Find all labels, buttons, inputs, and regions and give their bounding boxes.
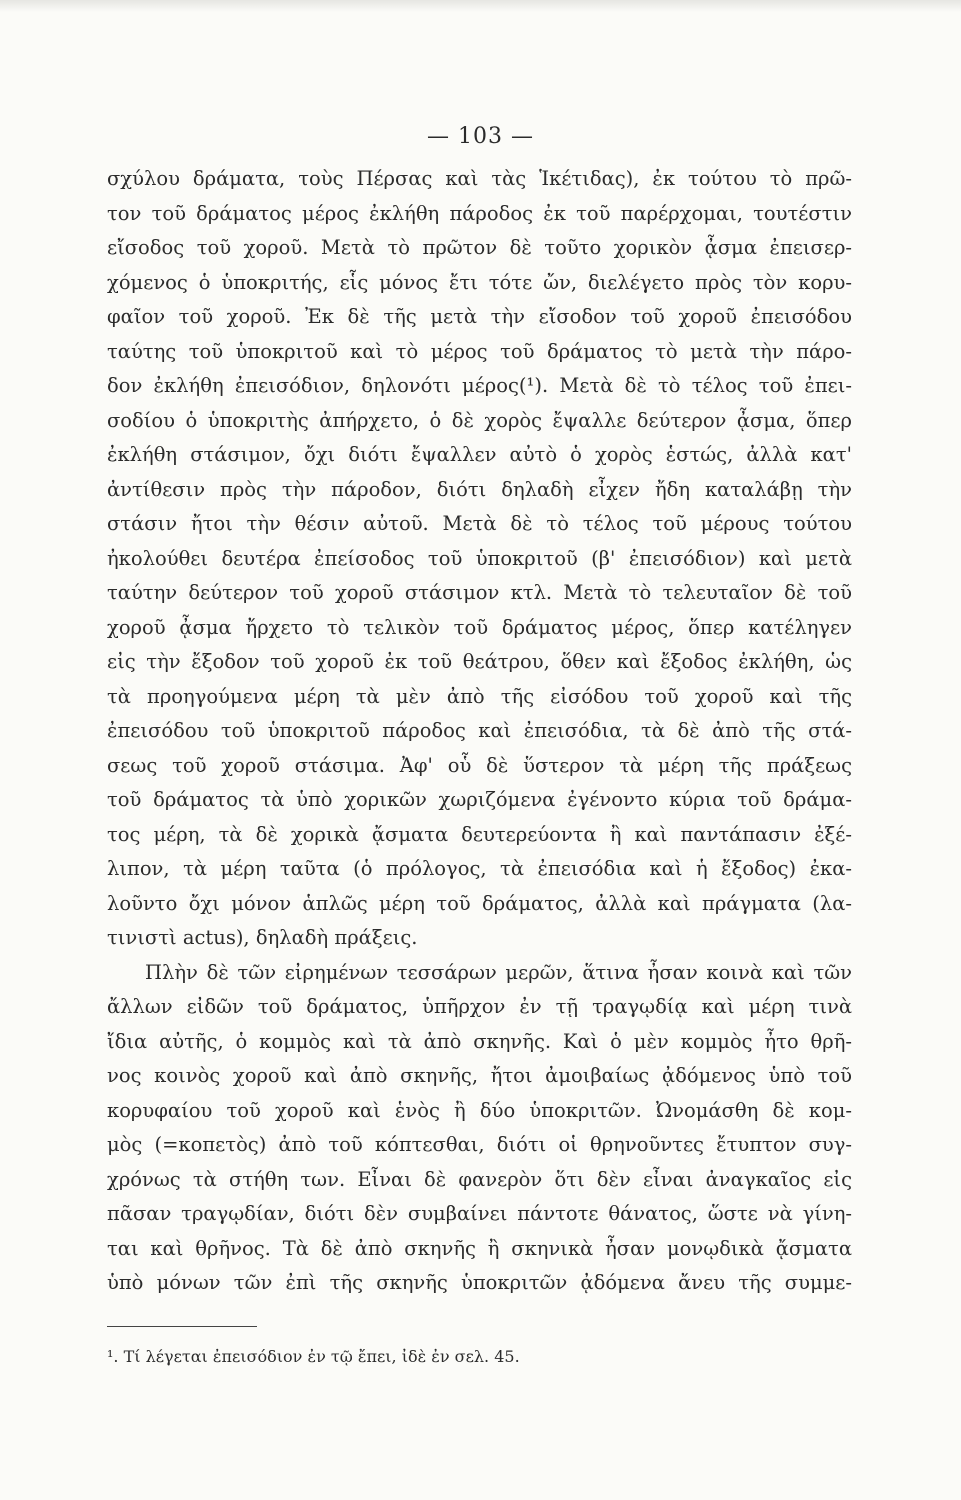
text-line: μὸς (=κοπετὸς) ἀπὸ τοῦ κόπτεσθαι, διότι οἱ θρηνοῦντες ἔτυπτον συγ-	[107, 1133, 852, 1156]
text-line: ὑπὸ μόνων τῶν ἐπὶ τῆς σκηνῆς ὑποκριτῶν ᾀδόμενα ἄνευ τῆς συμμε-	[107, 1271, 852, 1294]
text-line: ἴδια αὐτῆς, ὁ κομμὸς καὶ τὰ ἀπὸ σκηνῆς. Καὶ ὁ μὲν κομμὸς ἦτο θρῆ-	[107, 1029, 852, 1053]
text-line: ται καὶ θρῆνος. Τὰ δὲ ἀπὸ σκηνῆς ἢ σκηνικὰ ἦσαν μονῳδικὰ ᾄσματα	[107, 1236, 852, 1260]
text-line: τοῦ δράματος τὰ ὑπὸ χορικῶν χωριζόμενα ἐγένοντο κύρια τοῦ δράμα-	[107, 788, 852, 811]
text-line: σεως τοῦ χοροῦ στάσιμα. Ἀφ' οὗ δὲ ὕστερον τὰ μέρη τῆς πράξεως	[107, 753, 852, 777]
text-line: ἐκλήθη στάσιμον, ὄχι διότι ἔψαλλεν αὐτὸ ὁ χορὸς ἑστώς, ἀλλὰ κατ'	[107, 443, 852, 466]
text-line: σχύλου δράματα, τοὺς Πέρσας καὶ τὰς Ἱκέτιδας), ἐκ τούτου τὸ πρῶ-	[107, 167, 852, 190]
text-line: ἐπεισόδου τοῦ ὑποκριτοῦ πάροδος καὶ ἐπεισόδια, τὰ δὲ ἀπὸ τῆς στά-	[107, 719, 852, 742]
text-line: ἄλλων εἰδῶν τοῦ δράματος, ὑπῆρχον ἐν τῇ τραγῳδίᾳ καὶ μέρη τινὰ	[107, 995, 852, 1018]
text-line: χοροῦ ᾆσμα ἤρχετο τὸ τελικὸν τοῦ δράματος μέρος, ὅπερ κατέληγεν	[107, 615, 852, 639]
text-line: ἀντίθεσιν πρὸς τὴν πάροδον, διότι δηλαδὴ εἶχεν ἤδη καταλάβῃ τὴν	[107, 477, 852, 501]
text-line: Πλὴν δὲ τῶν εἰρημένων τεσσάρων μερῶν, ἅτινα ἦσαν κοινὰ καὶ τῶν	[145, 960, 852, 984]
text-line: στάσιν ἤτοι τὴν θέσιν αὐτοῦ. Μετὰ δὲ τὸ τέλος τοῦ μέρους τούτου	[107, 512, 852, 535]
text-line: χόμενος ὁ ὑποκριτής, εἷς μόνος ἔτι τότε ὤν, διελέγετο πρὸς τὸν κορυ-	[107, 270, 852, 294]
text-line: νος κοινὸς χοροῦ καὶ ἀπὸ σκηνῆς, ἤτοι ἀμοιβαίως ᾀδόμενος ὑπὸ τοῦ	[107, 1064, 852, 1087]
text-line: τον τοῦ δράματος μέρος ἐκλήθη πάροδος ἐκ τοῦ παρέρχομαι, τουτέστιν	[107, 201, 852, 225]
text-line: τὰ προηγούμενα μέρη τὰ μὲν ἀπὸ τῆς εἰσόδου τοῦ χοροῦ καὶ τῆς	[107, 684, 852, 708]
text-line: τινιστὶ actus), δηλαδὴ πράξεις.	[107, 926, 418, 949]
text-line: φαῖον τοῦ χοροῦ. Ἐκ δὲ τῆς μετὰ τὴν εἴσοδον τοῦ χοροῦ ἐπεισόδου	[107, 305, 852, 328]
text-line: εἴσοδος τοῦ χοροῦ. Μετὰ τὸ πρῶτον δὲ τοῦτο χορικὸν ᾆσμα ἐπεισερ-	[107, 236, 852, 259]
text-line: ἠκολούθει δευτέρα ἐπείσοδος τοῦ ὑποκριτοῦ (β' ἐπεισόδιον) καὶ μετὰ	[107, 546, 852, 570]
footnote-rule	[107, 1326, 257, 1327]
text-line: εἰς τὴν ἔξοδον τοῦ χοροῦ ἐκ τοῦ θεάτρου, ὅθεν καὶ ἔξοδος ἐκλήθη, ὡς	[107, 650, 852, 673]
footnote: ¹. Τί λέγεται ἐπεισόδιον ἐν τῷ ἔπει, ἰδὲ ἐν σελ. 45.	[107, 1347, 520, 1366]
body-text	[107, 162, 852, 1301]
text-line: σοδίου ὁ ὑποκριτὴς ἀπήρχετο, ὁ δὲ χορὸς ἔψαλλε δεύτερον ᾆσμα, ὅπερ	[107, 408, 852, 432]
text-line: δον ἐκλήθη ἐπεισόδιον, δηλονότι μέρος(¹). Μετὰ δὲ τὸ τέλος τοῦ ἐπει-	[107, 374, 852, 397]
text-line: κορυφαίου τοῦ χοροῦ καὶ ἑνὸς ἢ δύο ὑποκριτῶν. Ὠνομάσθη δὲ κομ-	[107, 1098, 852, 1122]
text-line: πᾶσαν τραγῳδίαν, διότι δὲν συμβαίνει πάντοτε θάνατος, ὥστε νὰ γίνη-	[107, 1202, 852, 1225]
scan-edge	[0, 0, 961, 12]
text-line: λιπον, τὰ μέρη ταῦτα (ὁ πρόλογος, τὰ ἐπεισόδια καὶ ἡ ἔξοδος) ἐκα-	[107, 857, 852, 880]
text-line: τος μέρη, τὰ δὲ χορικὰ ᾄσματα δευτερεύοντα ἢ καὶ παντάπασιν ἐξέ-	[107, 822, 852, 846]
text-line: ταύτης τοῦ ὑποκριτοῦ καὶ τὸ μέρος τοῦ δράματος τὸ μετὰ τὴν πάρο-	[107, 339, 852, 363]
text-line: ταύτην δεύτερον τοῦ χοροῦ στάσιμον κτλ. Μετὰ τὸ τελευταῖον δὲ τοῦ	[107, 581, 852, 604]
text-line: χρόνως τὰ στήθη των. Εἶναι δὲ φανερὸν ὅτι δὲν εἶναι ἀναγκαῖος εἰς	[107, 1167, 852, 1191]
page-number: — 103 —	[427, 124, 534, 149]
text-line: λοῦντο ὄχι μόνον ἁπλῶς μέρη τοῦ δράματος, ἀλλὰ καὶ πράγματα (λα-	[107, 891, 852, 915]
